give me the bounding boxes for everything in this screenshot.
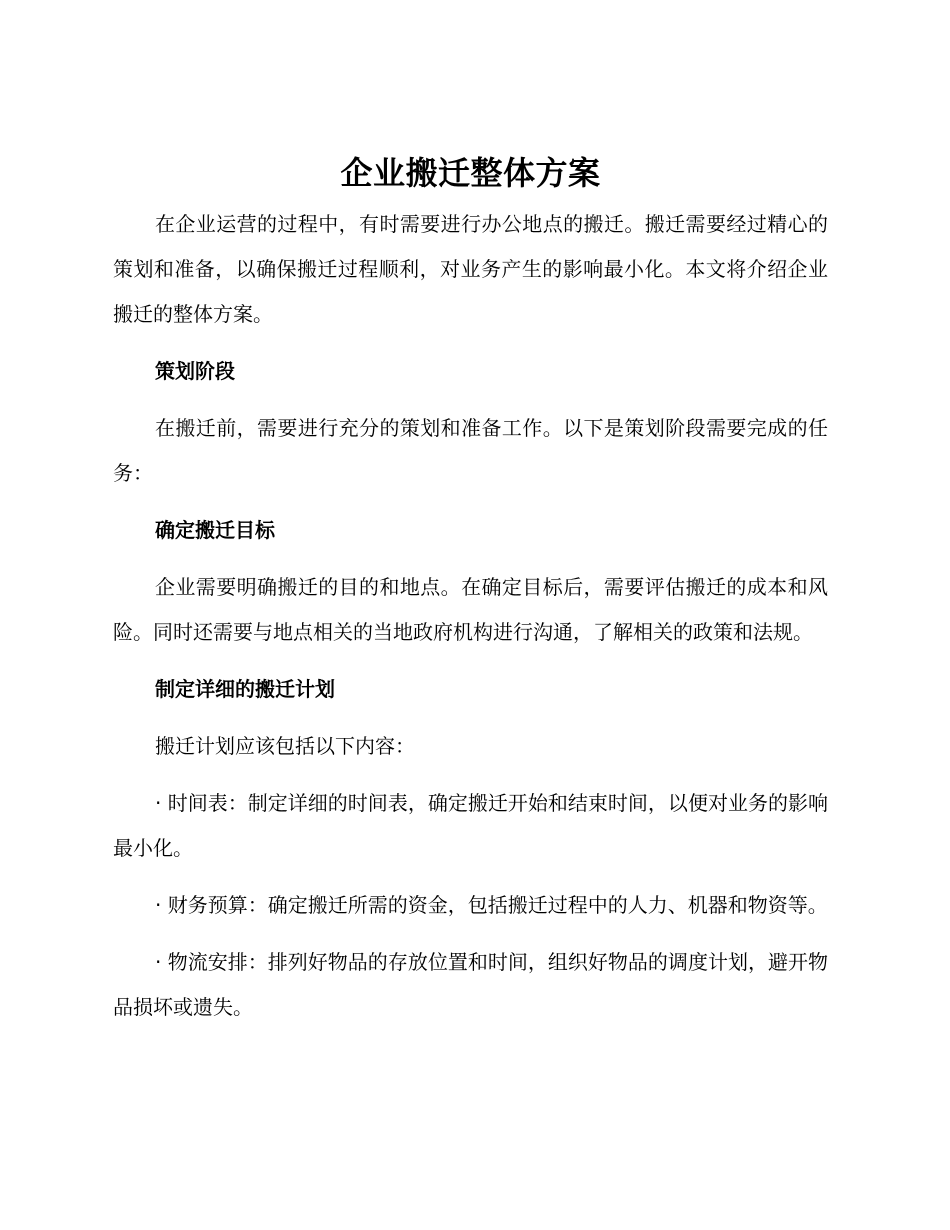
- bullet-item-schedule: · 时间表：制定详细的时间表，确定搬迁开始和结束时间，以便对业务的影响最小化。: [113, 791, 828, 860]
- section-paragraph-goal: 企业需要明确搬迁的目的和地点。在确定目标后，需要评估搬迁的成本和风险。同时还需要与地点相关的当地政府机构进行沟通，了解相关的政策和法规。: [113, 575, 828, 644]
- bullet-item-logistics: · 物流安排：排列好物品的存放位置和时间，组织好物品的调度计划，避开物品损坏或遗失。: [113, 950, 828, 1019]
- intro-paragraph: 在企业运营的过程中，有时需要进行办公地点的搬迁。搬迁需要经过精心的策划和准备，以确保搬迁过程顺利，对业务产生的影响最小化。本文将介绍企业搬迁的整体方案。: [113, 212, 828, 326]
- section-heading-planning: 策划阶段: [155, 359, 235, 383]
- section-paragraph-plan: 搬迁计划应该包括以下内容：: [155, 734, 415, 758]
- section-heading-plan: 制定详细的搬迁计划: [155, 677, 335, 701]
- document-title: 企业搬迁整体方案: [340, 154, 601, 192]
- section-heading-goal: 确定搬迁目标: [155, 518, 275, 542]
- section-paragraph-planning: 在搬迁前，需要进行充分的策划和准备工作。以下是策划阶段需要完成的任务：: [113, 416, 828, 485]
- bullet-item-budget: · 财务预算：确定搬迁所需的资金，包括搬迁过程中的人力、机器和物资等。: [155, 893, 828, 917]
